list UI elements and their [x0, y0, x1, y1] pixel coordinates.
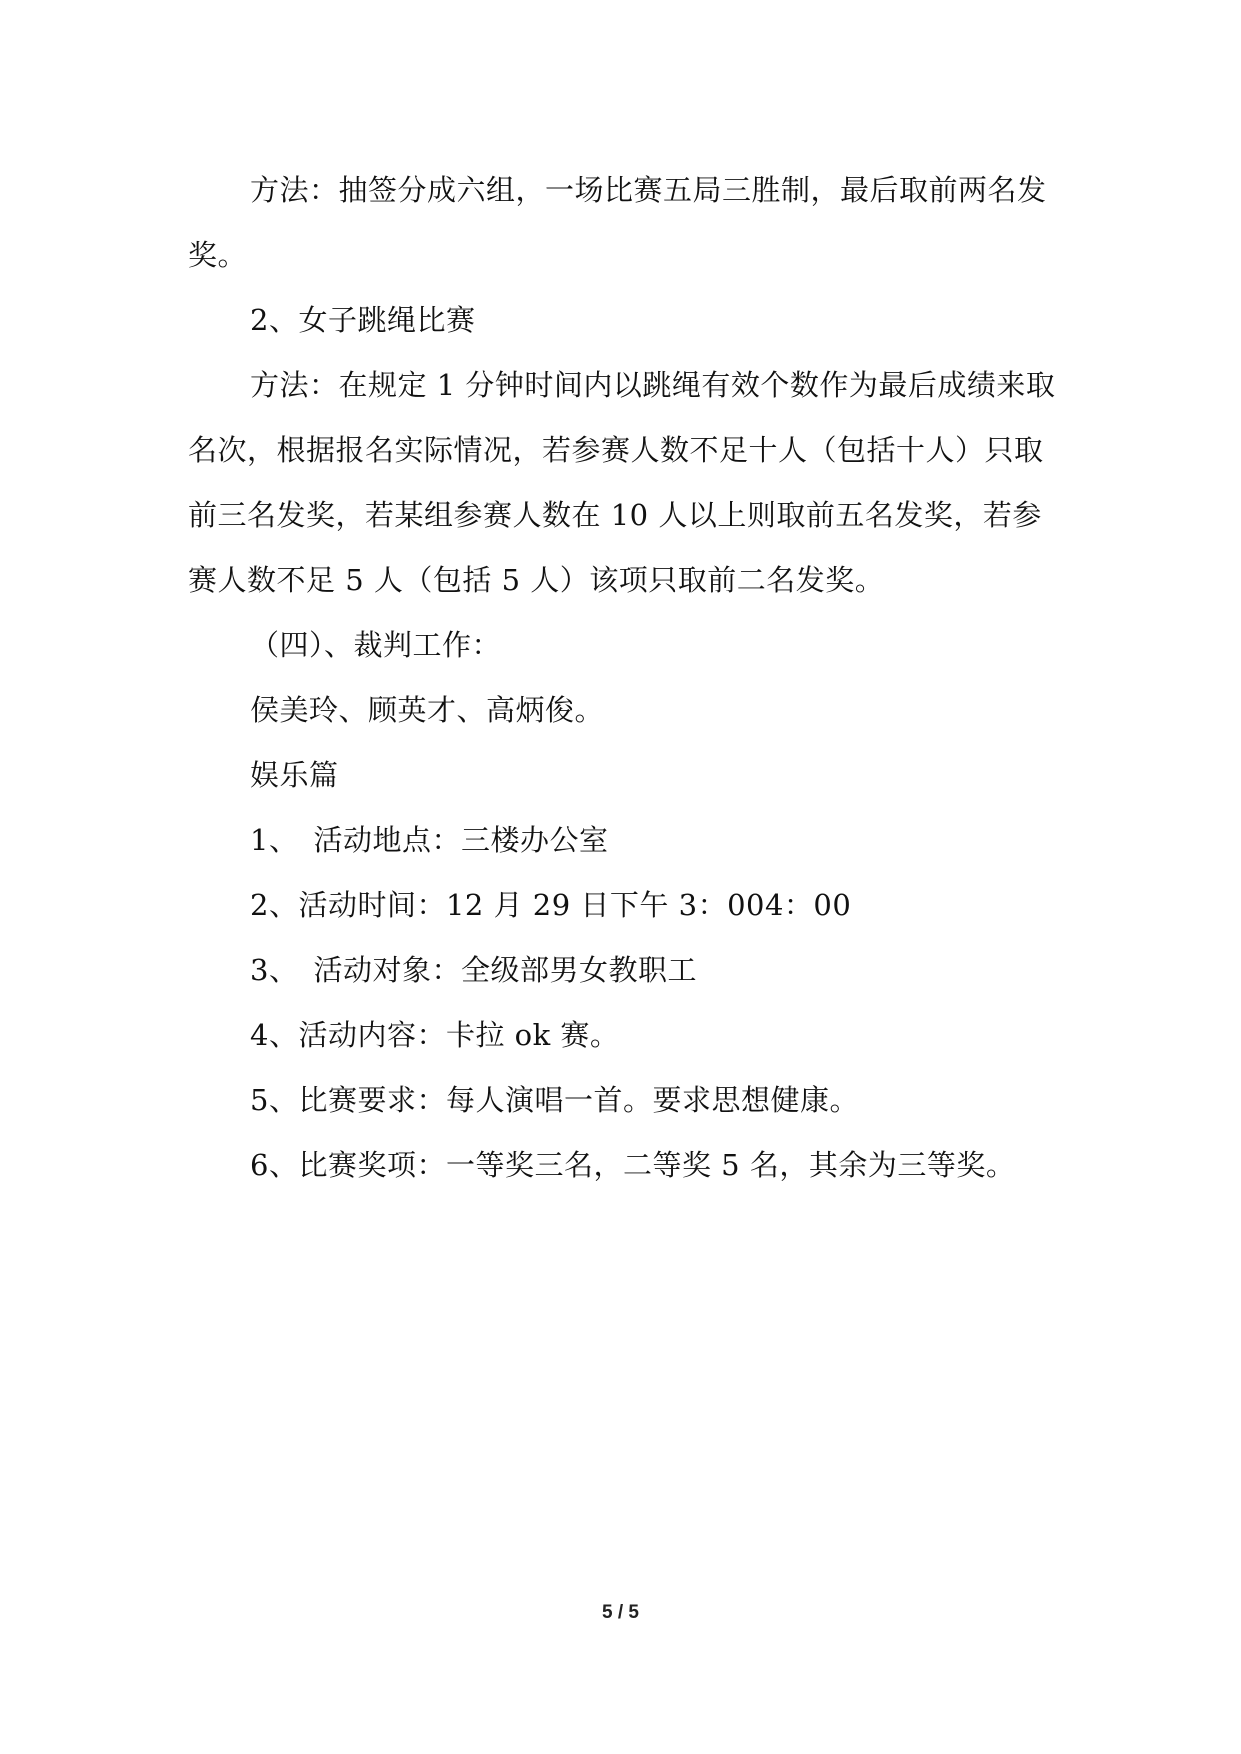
- paragraph-method-rope-skipping: 方法：在规定 1 分钟时间内以跳绳有效个数作为最后成绩来取名次，根据报名实际情况，若参赛人数不足十人（包括十人）只取前三名发奖，若某组参赛人数在 10 人以上则取前五名发奖，若参赛人数不足 5 人（包括 5 人）该项只取前二名发奖。: [188, 368, 1056, 597]
- paragraph-activity-participants: 3、 活动对象：全级部男女教职工: [250, 953, 697, 987]
- document-body: [188, 158, 1058, 1198]
- paragraph-competition-requirements: 5、比赛要求：每人演唱一首。要求思想健康。: [250, 1083, 859, 1117]
- paragraph-activity-content: 4、活动内容：卡拉 ok 赛。: [250, 1018, 620, 1052]
- paragraph-activity-time: 2、活动时间：12 月 29 日下午 3：004：00: [250, 888, 852, 922]
- paragraph-method-draw: 方法：抽签分成六组，一场比赛五局三胜制，最后取前两名发奖。: [188, 173, 1047, 272]
- paragraph-women-rope-skipping: 2、女子跳绳比赛: [250, 303, 476, 337]
- paragraph-judging-heading: （四）、裁判工作：: [250, 628, 502, 662]
- paragraph-competition-awards: 6、比赛奖项：一等奖三名，二等奖 5 名，其余为三等奖。: [250, 1148, 1016, 1182]
- paragraph-activity-location: 1、 活动地点：三楼办公室: [250, 823, 609, 857]
- paragraph-entertainment-heading: 娱乐篇: [250, 758, 339, 792]
- page-number: 5 / 5: [602, 1602, 639, 1623]
- paragraph-judges: 侯美玲、顾英才、高炳俊。: [250, 693, 605, 727]
